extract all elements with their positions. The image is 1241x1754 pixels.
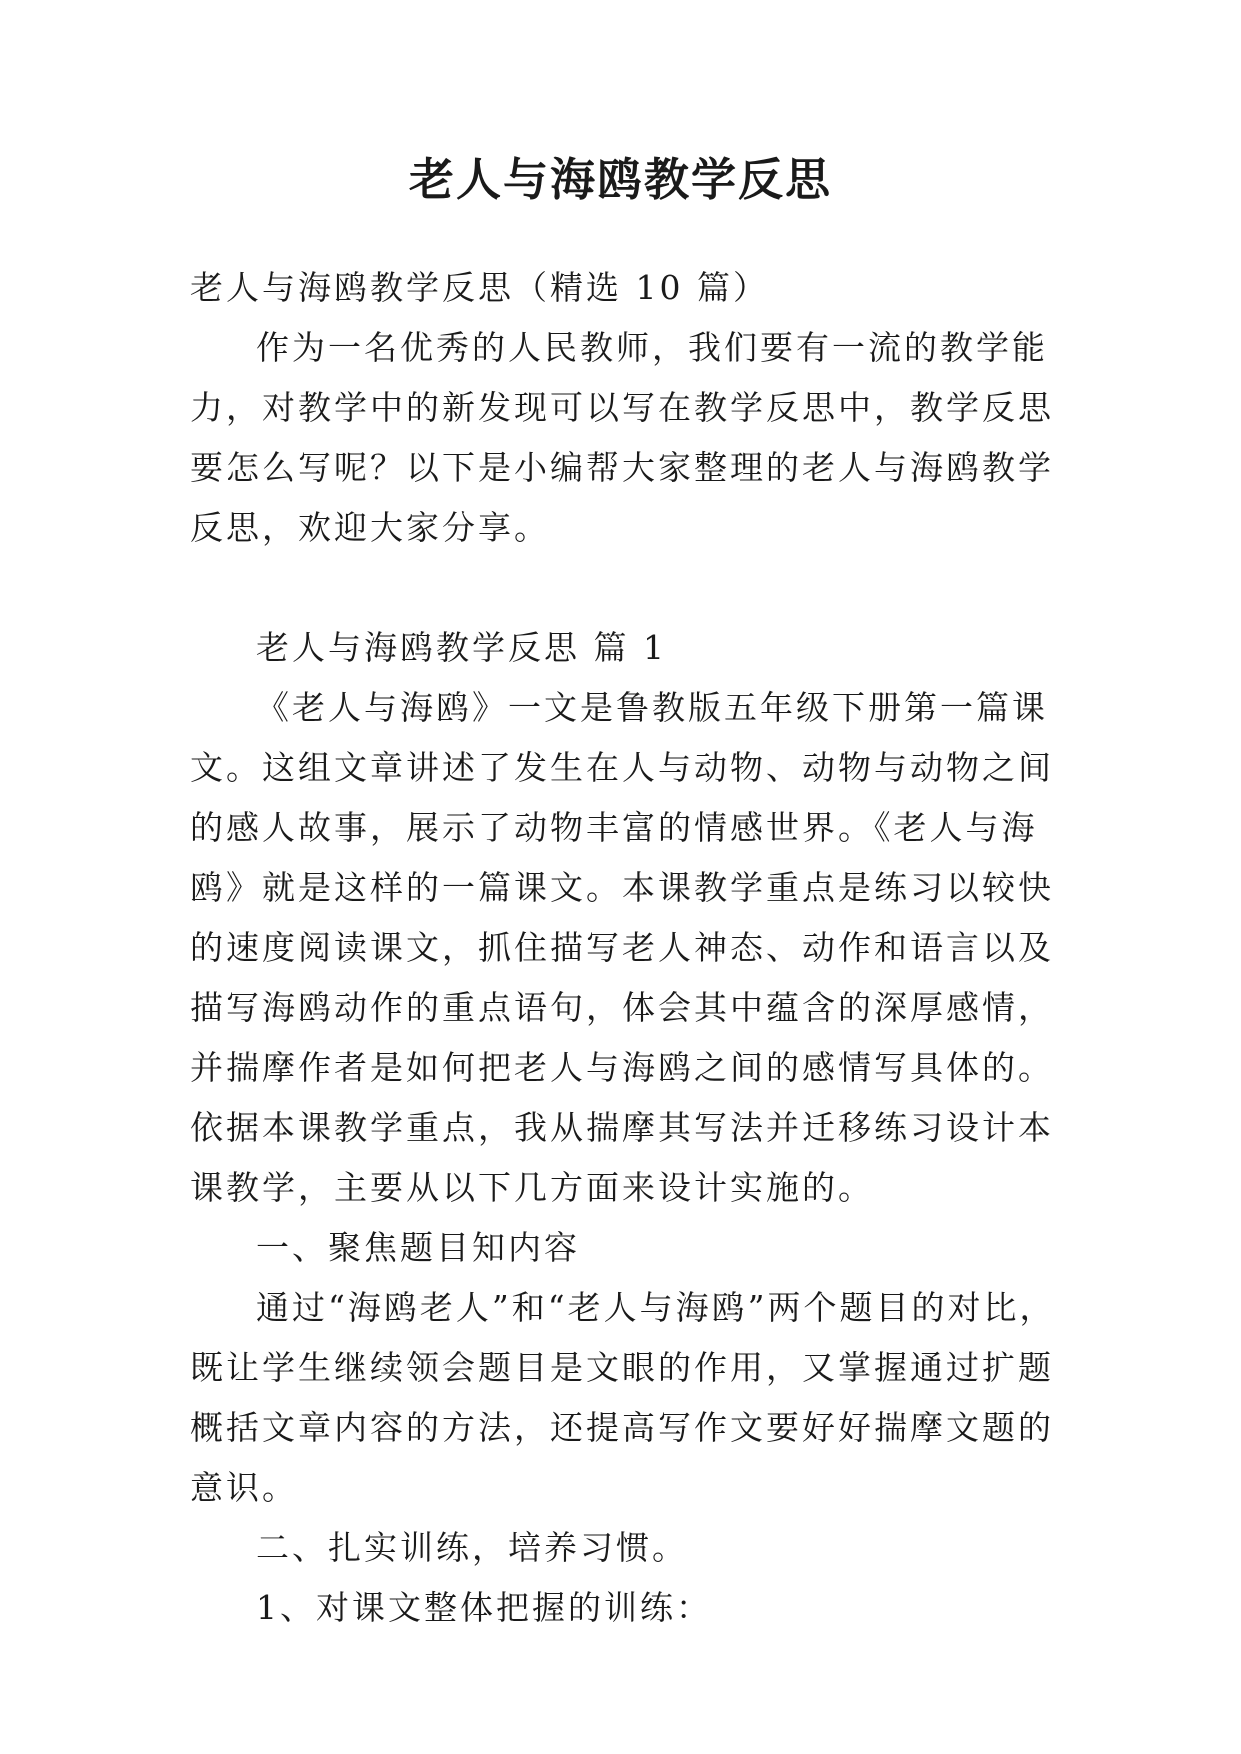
document-body	[190, 258, 1070, 1638]
document-subtitle: 老人与海鸥教学反思（精选 10 篇）	[190, 268, 769, 307]
point-paragraph: 通过“海鸥老人”和“老人与海鸥”两个题目的对比，既让学生继续领会题目是文眼的作用，又掌握通过扩题概括文章内容的方法，还提高写作文要好好揣摩文题的意识。	[190, 1288, 1056, 1507]
numbered-item: 1、对课文整体把握的训练：	[256, 1588, 712, 1627]
point-heading: 二、扎实训练，培养习惯。	[256, 1528, 688, 1567]
section-heading: 老人与海鸥教学反思 篇 1	[256, 628, 667, 667]
intro-paragraph: 作为一名优秀的人民教师，我们要有一流的教学能力，对教学中的新发现可以写在教学反思中，教学反思要怎么写呢？以下是小编帮大家整理的老人与海鸥教学反思，欢迎大家分享。	[190, 328, 1054, 547]
paragraph-gap	[190, 558, 1070, 618]
body-paragraph: 《老人与海鸥》一文是鲁教版五年级下册第一篇课文。这组文章讲述了发生在人与动物、动物与动物之间的感人故事，展示了动物丰富的情感世界。《老人与海鸥》就是这样的一篇课文。本课教学重点是练习以较快的速度阅读课文，抓住描写老人神态、动作和语言以及描写海鸥动作的重点语句，体会其中蕴含的深厚感情，并揣摩作者是如何把老人与海鸥之间的感情写具体的。依据本课教学重点，我从揣摩其写法并迁移练习设计本课教学，主要从以下几方面来设计实施的。	[190, 688, 1054, 1207]
document-title: 老人与海鸥教学反思	[408, 153, 832, 206]
point-heading: 一、聚焦题目知内容	[256, 1228, 580, 1267]
